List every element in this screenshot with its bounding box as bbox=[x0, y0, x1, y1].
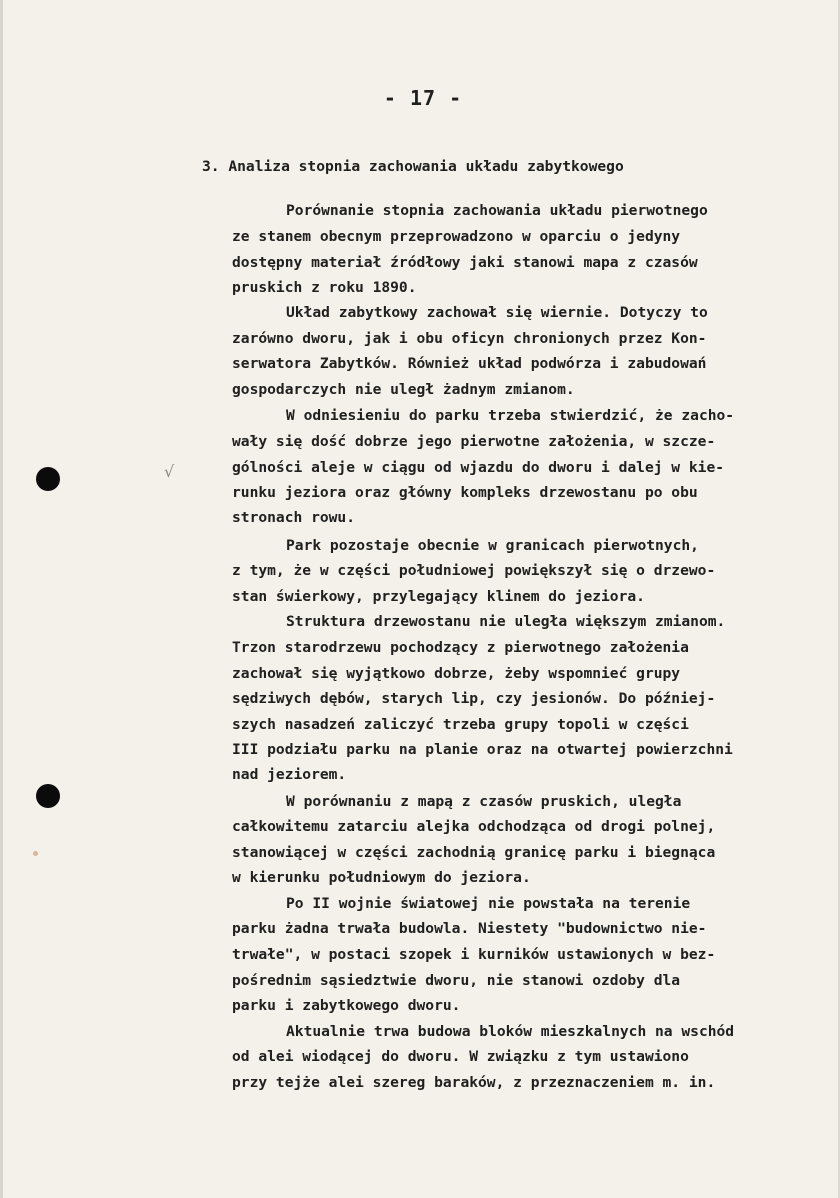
text-line: serwatora Zabytków. Również układ podwórza i zabudowań bbox=[232, 355, 707, 372]
text-line: sędziwych dębów, starych lip, czy jesionów. Do później- bbox=[232, 690, 716, 707]
text-line: stronach rowu. bbox=[232, 509, 356, 526]
text-line: III podziału parku na planie oraz na otwartej powierzchni bbox=[232, 741, 733, 758]
paper-stain bbox=[33, 851, 38, 856]
text-line: zachował się wyjątkowo dobrze, żeby wspomnieć grupy bbox=[232, 665, 681, 682]
text-line: ze stanem obecnym przeprowadzono w oparciu o jedyny bbox=[232, 228, 681, 245]
text-line: W porównaniu z mapą z czasów pruskich, uległa bbox=[286, 793, 682, 810]
text-line: parku żadna trwała budowla. Niestety "budownictwo nie- bbox=[232, 920, 707, 937]
text-line: Trzon starodrzewu pochodzący z pierwotnego założenia bbox=[232, 639, 689, 656]
margin-pencil-mark: √ bbox=[164, 462, 175, 481]
text-line: Aktualnie trwa budowa bloków mieszkalnych na wschód bbox=[286, 1023, 735, 1040]
text-line: trwałe", w postaci szopek i kurników ustawionych w bez- bbox=[232, 946, 716, 963]
text-line: z tym, że w części południowej powiększył się o drzewo- bbox=[232, 562, 716, 579]
text-line: runku jeziora oraz główny kompleks drzewostanu po obu bbox=[232, 484, 698, 501]
text-line: Park pozostaje obecnie w granicach pierwotnych, bbox=[286, 537, 699, 554]
text-line: nad jeziorem. bbox=[232, 766, 347, 783]
text-line: Po II wojnie światowej nie powstała na terenie bbox=[286, 895, 691, 912]
section-heading: 3. Analiza stopnia zachowania układu zabytkowego bbox=[202, 158, 624, 175]
text-line: zarówno dworu, jak i obu oficyn chronionych przez Kon- bbox=[232, 330, 707, 347]
text-line: w kierunku południowym do jeziora. bbox=[232, 869, 531, 886]
text-line: stanowiącej w części zachodnią granicę parku i biegnąca bbox=[232, 844, 716, 861]
text-line: dostępny materiał źródłowy jaki stanowi mapa z czasów bbox=[232, 254, 698, 271]
text-line: szych nasadzeń zaliczyć trzeba grupy topoli w części bbox=[232, 716, 689, 733]
text-line: stan świerkowy, przylegający klinem do jeziora. bbox=[232, 588, 645, 605]
text-line: całkowitemu zatarciu alejka odchodząca od drogi polnej, bbox=[232, 818, 716, 835]
text-line: parku i zabytkowego dworu. bbox=[232, 997, 461, 1014]
punch-hole bbox=[36, 784, 60, 808]
punch-hole bbox=[36, 467, 60, 491]
page-number: - 17 - bbox=[383, 86, 463, 110]
text-line: przy tejże alei szereg baraków, z przeznaczeniem m. in. bbox=[232, 1074, 716, 1091]
text-line: Układ zabytkowy zachował się wiernie. Dotyczy to bbox=[286, 304, 708, 321]
text-line: gólności aleje w ciągu od wjazdu do dworu i dalej w kie- bbox=[232, 459, 725, 476]
text-line: od alei wiodącej do dworu. W związku z tym ustawiono bbox=[232, 1048, 689, 1065]
text-line: pośrednim sąsiedztwie dworu, nie stanowi ozdoby dla bbox=[232, 972, 681, 989]
text-line: Porównanie stopnia zachowania układu pierwotnego bbox=[286, 202, 708, 219]
text-line: wały się dość dobrze jego pierwotne założenia, w szcze- bbox=[232, 433, 716, 450]
text-line: Struktura drzewostanu nie uległa większym zmianom. bbox=[286, 613, 726, 630]
text-line: pruskich z roku 1890. bbox=[232, 279, 417, 296]
text-line: gospodarczych nie uległ żadnym zmianom. bbox=[232, 381, 575, 398]
text-line: W odniesieniu do parku trzeba stwierdzić, że zacho- bbox=[286, 407, 735, 424]
